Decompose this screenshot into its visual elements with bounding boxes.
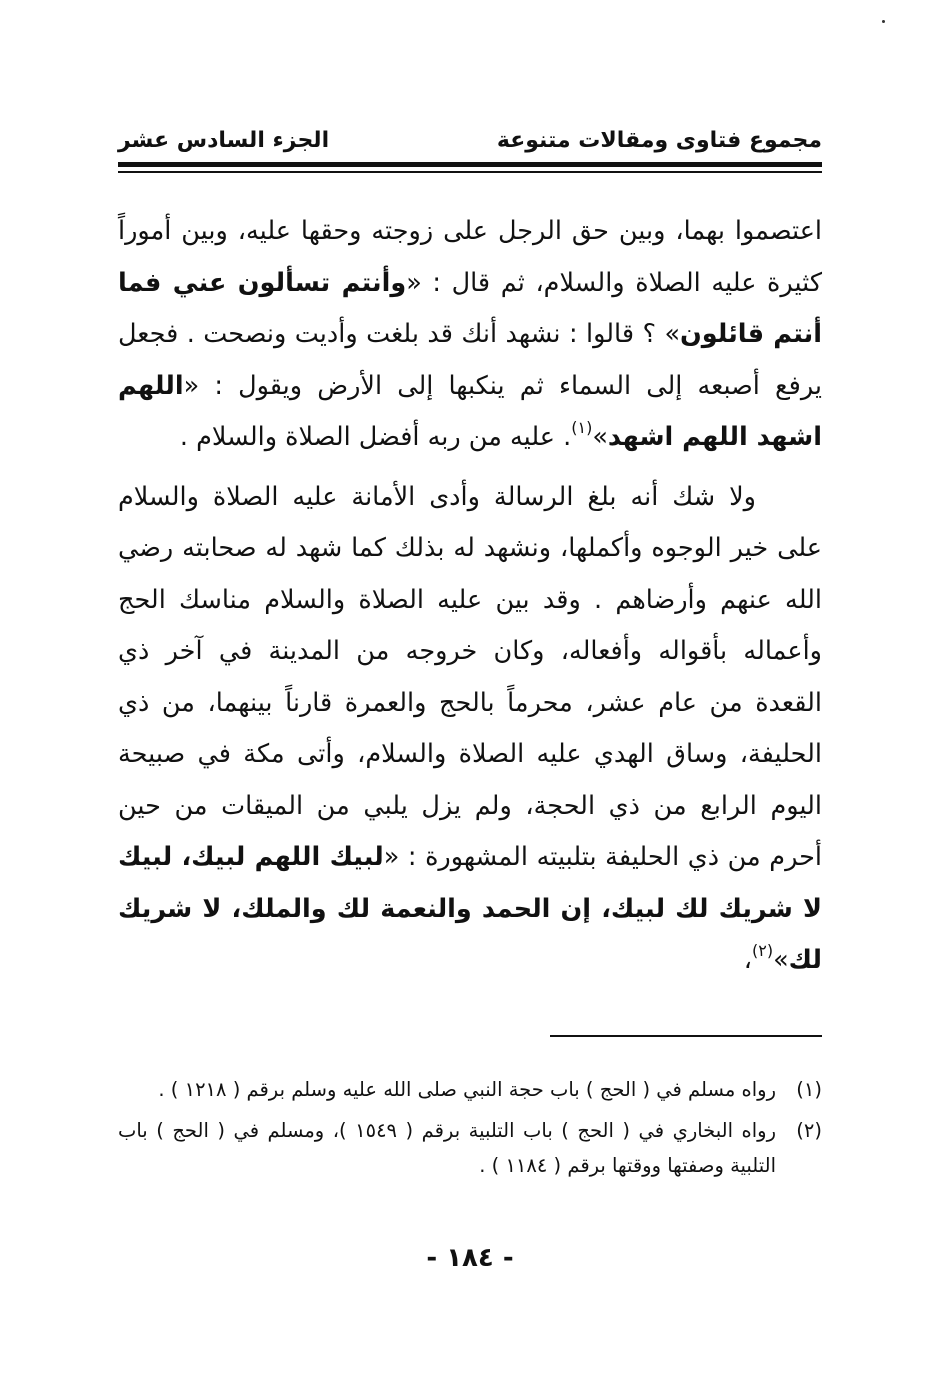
main-text bbox=[118, 206, 822, 987]
volume-label: الجزء السادس عشر bbox=[118, 128, 330, 153]
footnotes bbox=[118, 1072, 822, 1189]
paragraph-1: اعتصموا بهما، وبين حق الرجل على زوجته وحقها عليه، وبين أموراً كثيرة عليه الصلاة والسلام، ثم قال : «وأنتم تسألون عني فما أنتم قائلون» ؟ قالوا : نشهد أنك قد بلغت وأديت ونصحت . فجعل يرفع أصبعه إلى السماء ثم ينكبها إلى الأرض ويقول : «اللهم اشهد اللهم اشهد»$^{(١)}$. عليه من ربه أفضل الصلاة والسلام . bbox=[118, 216, 822, 452]
hadith-quote-1: وأنتم تسألون عني فما أنتم قائلون bbox=[118, 267, 822, 349]
book-title: مجموع فتاوى ومقالات متنوعة bbox=[496, 128, 822, 153]
footnote-ref-2[interactable]: (٢) bbox=[751, 941, 774, 960]
running-header bbox=[118, 112, 822, 152]
footnote-2 bbox=[118, 1113, 822, 1183]
footnote-separator bbox=[550, 1035, 822, 1037]
footnote-text: رواه مسلم في ( الحج ) باب حجة النبي صلى الله عليه وسلم برقم ( ١٢١٨ ) . bbox=[158, 1078, 776, 1101]
footnote-number: (٢) bbox=[796, 1119, 822, 1142]
hadith-quote-2: اللهم اشهد اللهم اشهد bbox=[118, 370, 822, 452]
paragraph-2: ولا شك أنه بلغ الرسالة وأدى الأمانة عليه الصلاة والسلام على خير الوجوه وأكملها، ونشهد له بذلك كما شهد له صحابته رضي الله عنهم وأرضاهم . وقد بين عليه الصلاة والسلام مناسك الحج وأعماله بأقواله وأفعاله، وكان خروجه من المدينة في آخر ذي القعدة من عام عشر، محرماً بالحج والعمرة قارناً بينهما، من ذي الحليفة، وساق الهدي عليه الصلاة والسلام، وأتى مكة في صبيحة اليوم الرابع من ذي الحجة، ولم يزل يلبي من الميقات من حين أحرم من ذي الحليفة بتلبيته المشهورة : «لبيك اللهم لبيك، لبيك لا شريك لك لبيك، إن الحمد والنعمة لك والملك، لا شريك لك»$^{(٢)}$، bbox=[118, 481, 823, 975]
footnote-ref-1[interactable]: (١) bbox=[571, 418, 593, 437]
talbiyah-quote: لبيك اللهم لبيك، لبيك لا شريك لك لبيك، إن الحمد والنعمة لك والملك، لا شريك لك bbox=[118, 842, 822, 975]
footnote-number: (١) bbox=[796, 1078, 822, 1101]
header-rule-thin bbox=[118, 171, 822, 173]
header-rule-thick bbox=[118, 162, 822, 167]
scan-speck bbox=[882, 20, 885, 23]
footnote-1 bbox=[118, 1072, 822, 1107]
page-number: - ١٨٤ - bbox=[426, 1243, 514, 1273]
footnote-text: رواه البخاري في ( الحج ) باب التلبية برقم ( ١٥٤٩ )، ومسلم في ( الحج ) باب التلبية وصفتها ووقتها برقم ( ١١٨٤ ) . bbox=[118, 1119, 776, 1177]
